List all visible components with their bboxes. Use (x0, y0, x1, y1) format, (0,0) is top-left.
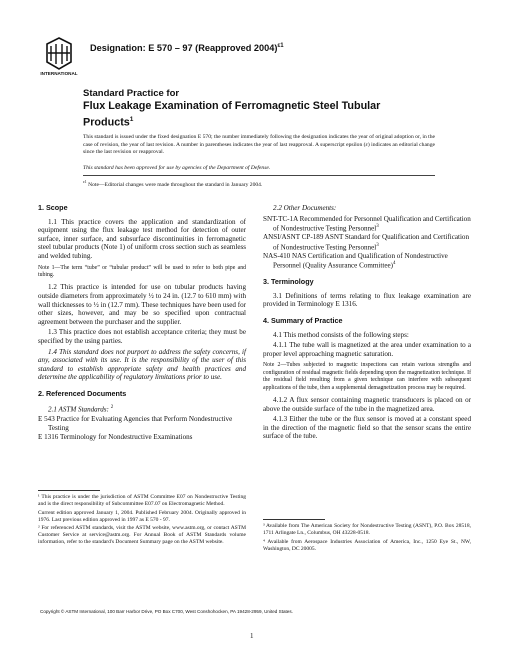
footnote-4: ⁴ Available from Aerospace Industries Association of America, Inc., 1250 Eye St., NW, Washington, DC 20005. (263, 538, 471, 552)
title-line-1: Standard Practice for (83, 88, 180, 99)
section-heading-summary: 4. Summary of Practice (263, 316, 343, 326)
note-2: Note 2—Tubes subjected to magnetic inspections can retain various strengths and configuration of residual magnetic fields depending upon the magnetization technique. If the residual field resulting from a given technique can interfere with subsequent applications of the tube, then a supplemental demagnetization process may be required. (263, 362, 471, 391)
paragraph-4-1-1: 4.1.1 The tube wall is magnetized at the area under examination to a proper level approaching magnetic saturation. (263, 341, 471, 358)
issued-statement: This standard is issued under the fixed designation E 570; the number immediately following the designation indicates the year of original adoption or, in the case of revision, the year of last revision. A number in parentheses indicates the year of last reapproval. A superscript epsilon (ε) indicates an editorial change since the last revision or reapproval. (83, 134, 435, 156)
page-number: 1 (250, 632, 254, 640)
designation: Designation: E 570 – 97 (Reapproved 2004)$^{\varepsilon 1}$ (90, 43, 284, 54)
copyright-line: Copyright © ASTM International, 100 Barr Harbor Drive, PO Box C700, West Conshohocken, PA 19428-2959, United States. (40, 609, 293, 614)
logo-text: INTERNATIONAL (40, 71, 78, 76)
divider (83, 175, 435, 176)
title-line-3: Products$^1$ (83, 116, 134, 129)
paragraph-1-4: 1.4 This standard does not purport to address the safety concerns, if any, associated with its use. It is the responsibility of the user of this standard to establish appropriate safety and health practices and determine the applicability of regulatory limitations prior to use. (38, 347, 246, 382)
paragraph-2-2: 2.2 Other Documents: (273, 204, 337, 212)
document-title (83, 88, 463, 130)
paragraph-1-3: 1.3 This practice does not establish acceptance criteria; they must be specified by the using parties. (38, 328, 246, 345)
footnote-divider (38, 490, 100, 491)
paragraph-4-1-2: 4.1.2 A flux sensor containing magnetic transducers is placed on or above the outside surface of the tube in the magnetized area. (263, 396, 471, 413)
paragraph-1-2: 1.2 This practice is intended for use on tubular products having outside diameters from approximately ½ to 24 in. (12.7 to 610 mm) with wall thicknesses to ½ in (12.7 mm). These techniques have been used for other sizes, however, and may be so specified upon contractual agreement between the purchaser and the supplier. (38, 283, 246, 326)
footnote-divider-right (263, 519, 325, 520)
paragraph-4-1-3: 4.1.3 Either the tube or the flux sensor is moved at a constant speed in the direction of the magnetic field so that the sensor scans the entire surface of the tube. (263, 415, 471, 441)
paragraph-3-1: 3.1 Definitions of terms relating to flux leakage examination are provided in Terminology E 1316. (263, 291, 471, 309)
section-heading-referenced-documents: 2. Referenced Documents (38, 388, 127, 398)
editorial-note: $^{\varepsilon 1}$ Note—Editorial changes were made throughout the standard in January 2004. (83, 179, 263, 188)
note-1: Note 1—The term “tube” or “tubular product” will be used to refer to both pipe and tubing. (38, 264, 246, 278)
paragraph-4-1: 4.1 This method consists of the following steps: (273, 330, 409, 339)
footnote-1b: Current edition approved January 1, 2004. Published February 2004. Originally approved in 1976. Last previous edition approved in 1997 as E 570 - 97. (38, 509, 246, 523)
paragraph-2-1: 2.1 ASTM Standards: $^2$ (48, 404, 114, 413)
left-footnotes (38, 494, 246, 548)
footnote-1: ¹ This practice is under the jurisdiction of ASTM Committee E07 on Nondestructive Testing and is the direct responsibility of Subcommittee E07.07 on Electromagnetic Method. (38, 494, 246, 507)
reference-ansi-asnt: ANSI/ASNT CP-189 ASNT Standard for Qualification and Certification of Nondestructive Testing Personnel$^3$ (263, 233, 470, 252)
right-column (263, 204, 471, 443)
footnote-2: ² For referenced ASTM standards, visit the ASTM website, www.astm.org, or contact ASTM Customer Service at service@astm.org. For Annual Book of ASTM Standards volume information, refer to the standard's Document Summary page on the ASTM website. (38, 525, 246, 545)
paragraph-1-1: 1.1 This practice covers the application and standardization of equipment using the flux leakage test method for detection of outer surface, inner surface, and subsurface discontinuities in ferromagnetic steel tubular products (Note 1) of uniform cross section such as seamless and welded tubing. (38, 217, 246, 260)
left-column (38, 204, 246, 441)
astm-logo (37, 36, 81, 76)
reference-snt-tc-1a: SNT-TC-1A Recommended for Personnel Qualification and Certification of Nondestructive Testing Personnel$^3$ (263, 214, 471, 233)
reference-e1316: E 1316 Terminology for Nondestructive Examinations (38, 432, 193, 441)
right-footnotes (263, 523, 471, 554)
section-heading-scope: 1. Scope (38, 203, 68, 212)
footnote-3: ³ Available from The American Society for Nondestructive Testing (ASNT), P.O. Box 28518, 1711 Arlingate Ln., Columbus, OH 43228-0518. (263, 523, 471, 536)
approved-statement: This standard has been approved for use by agencies of the Department of Defense. (83, 165, 271, 171)
section-heading-terminology: 3. Terminology (263, 277, 314, 287)
reference-nas-410: NAS-410 NAS Certification and Qualification of Nondestructive Personnel (Quality Assurance Committee)$^4$ (263, 251, 448, 270)
title-line-2: Flux Leakage Examination of Ferromagnetic Steel Tubular (83, 100, 381, 112)
reference-e543: E 543 Practice for Evaluating Agencies that Perform Nondestructive Testing (38, 415, 233, 433)
